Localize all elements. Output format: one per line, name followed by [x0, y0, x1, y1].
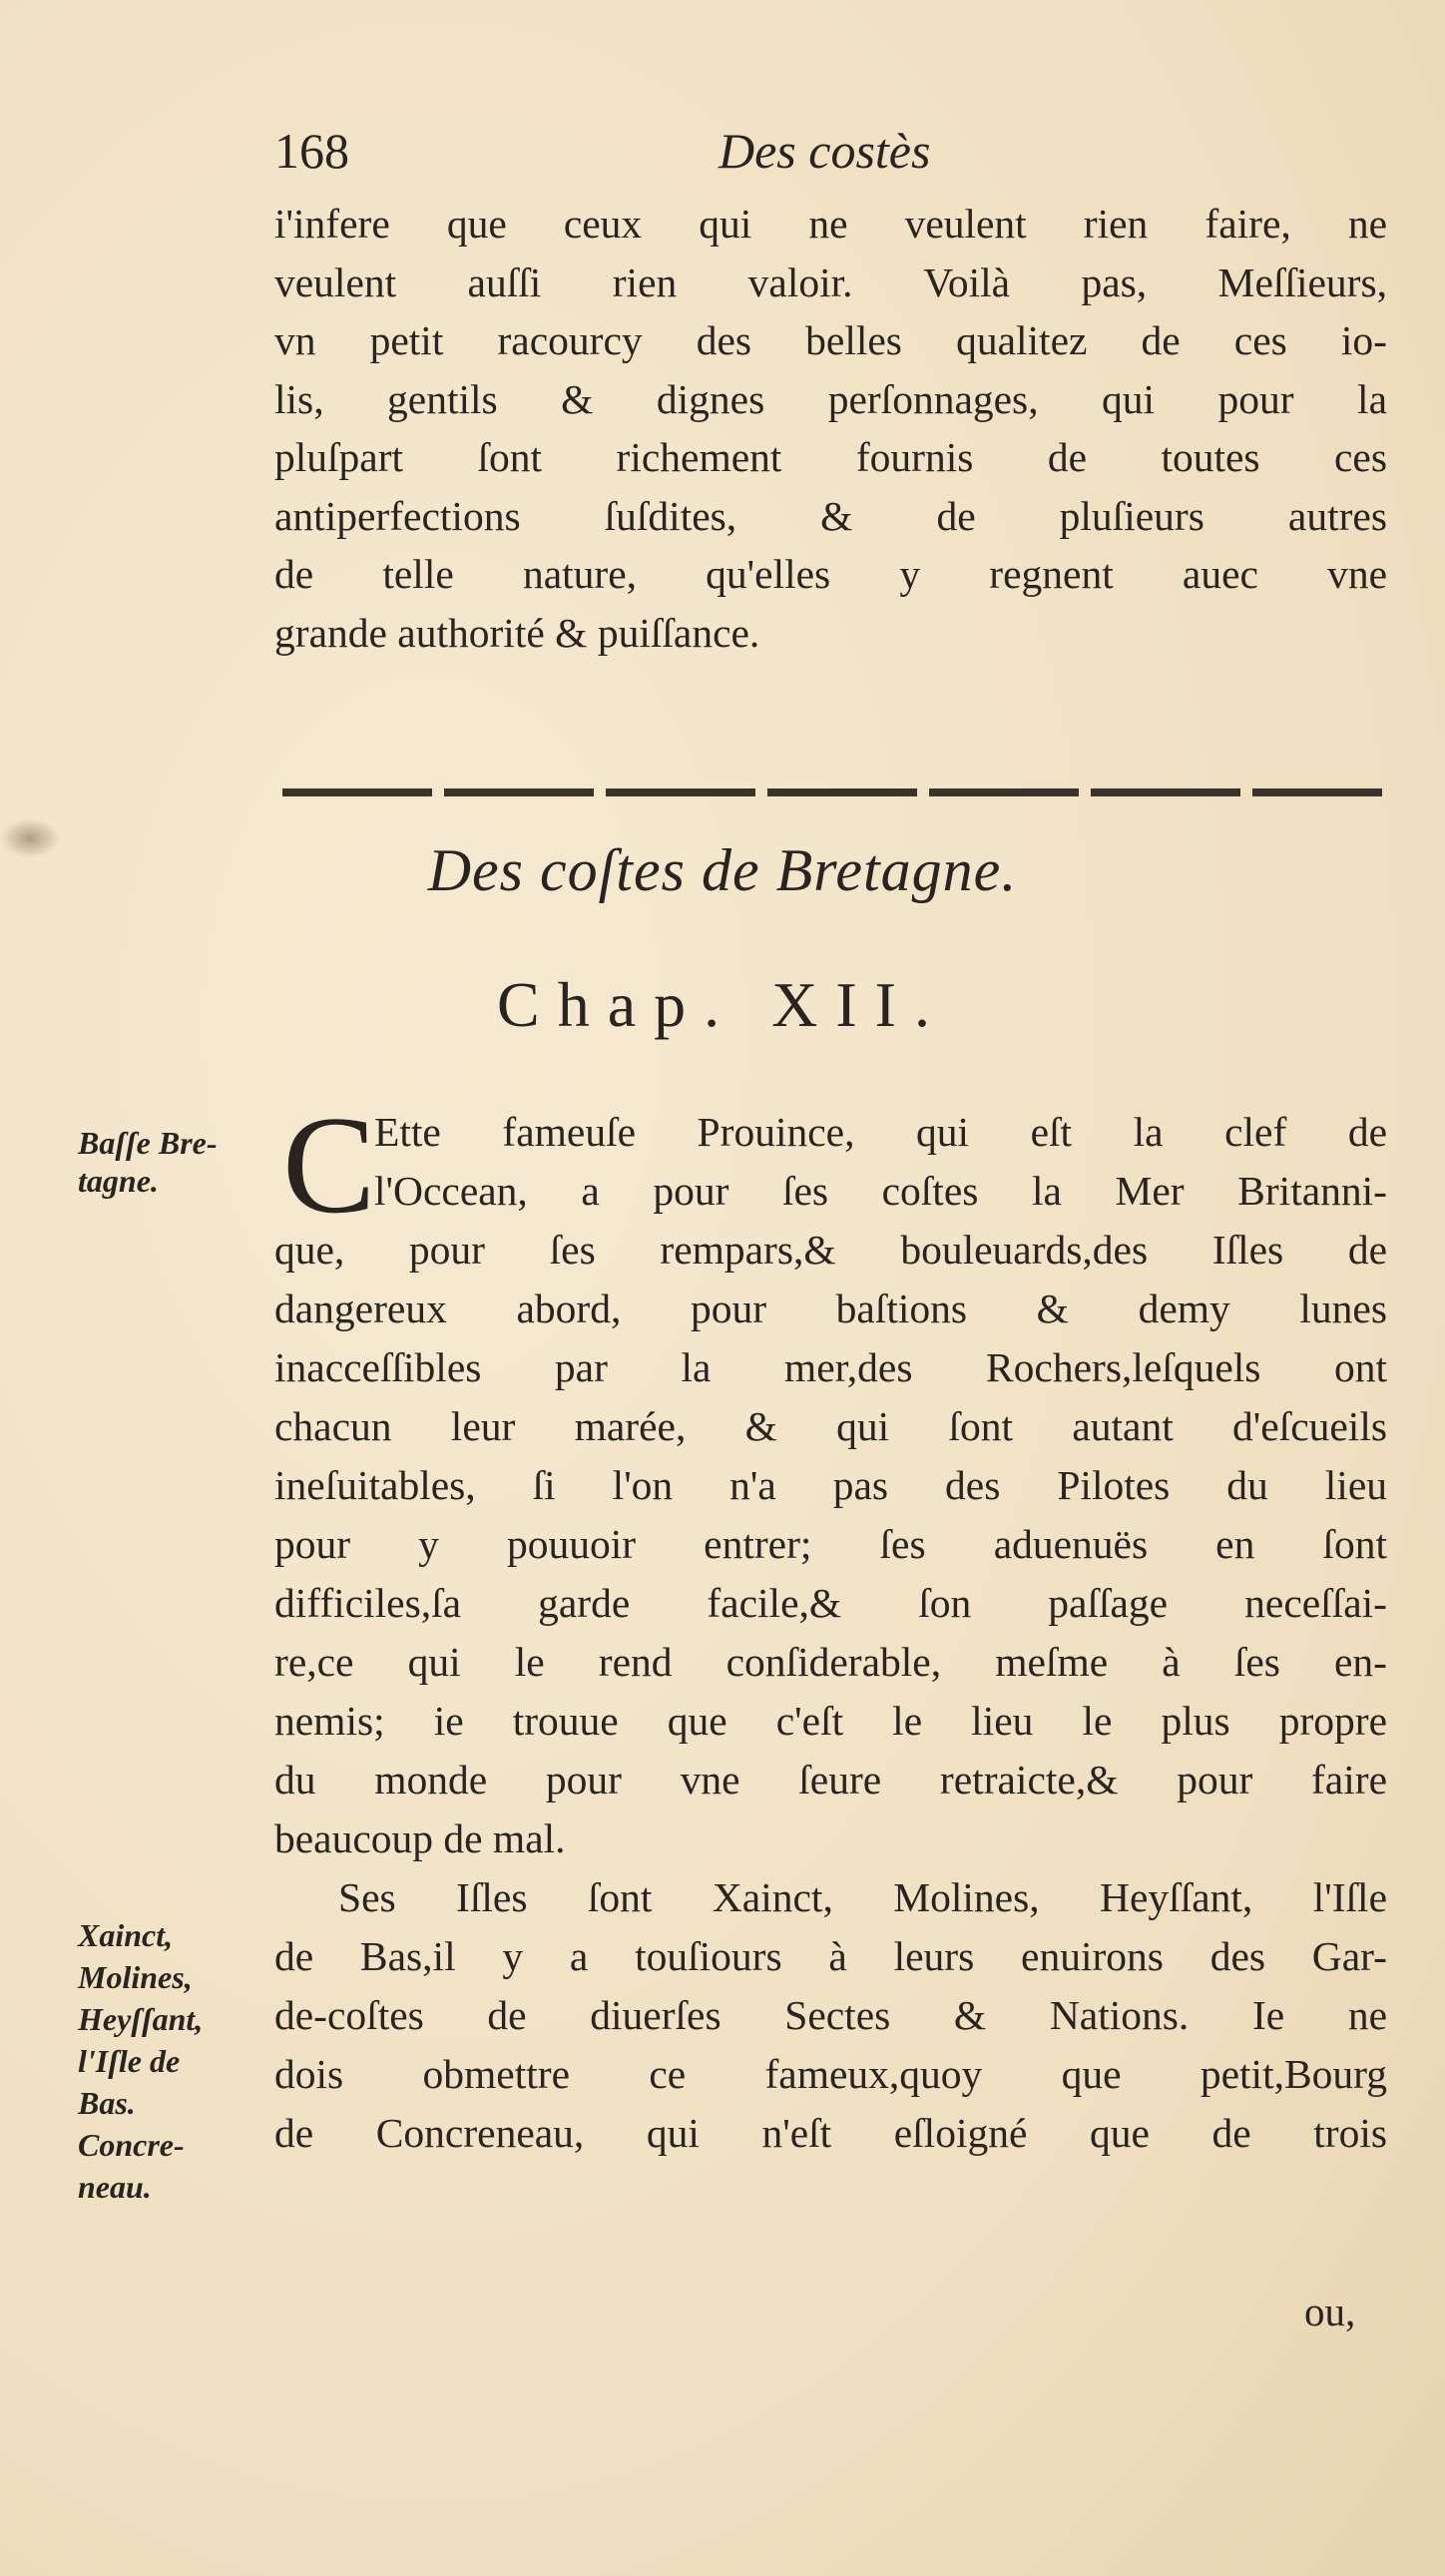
- text-line: de Concreneau, qui n'eſt eſloigné que de trois: [274, 2110, 1387, 2156]
- text-line: re,ce qui le rend conſiderable, meſme à ſes en-: [274, 1639, 1387, 1685]
- margin-note-line: Molines,: [78, 1959, 193, 1995]
- text-line: que, pour ſes rempars,& bouleuards,des Iſles de: [274, 1227, 1387, 1273]
- text-line: dangereux abord, pour baſtions & demy lunes: [274, 1286, 1387, 1331]
- margin-note-line: Xainct,: [78, 1917, 174, 1953]
- text-line: antiperfections ſuſdites, & de pluſieurs autres: [274, 492, 1387, 539]
- margin-note-basse-bretagne: [78, 1124, 218, 1200]
- margin-note-line: Bas.: [78, 2085, 136, 2121]
- margin-note-line: neau.: [78, 2169, 152, 2205]
- text-line: Ses Iſles ſont Xainct, Molines, Heyſſant, l'Iſle: [338, 1874, 1387, 1920]
- text-line: pluſpart ſont richement fournis de toutes ces: [274, 434, 1387, 480]
- margin-note-line: Heyſſant,: [78, 2001, 204, 2037]
- margin-note-line: Concre-: [78, 2127, 185, 2163]
- chapter-heading: Chap. XII.: [497, 969, 948, 1040]
- paragraph-2: [274, 1088, 1387, 2163]
- text-line: vn petit racourcy des belles qualitez de ces io-: [274, 317, 1387, 363]
- text-line: de Bas,il y a touſiours à leurs enuirons des Gar-: [274, 1933, 1387, 1979]
- running-head: Des costès: [719, 123, 931, 179]
- text-line: de telle nature, qu'elles y regnent auec vne: [274, 551, 1387, 597]
- catchword: ou,: [1304, 2289, 1356, 2334]
- margin-note-line: Baſſe Bre-: [78, 1125, 218, 1161]
- text-line: chacun leur marée, & qui ſont autant d'eſcueils: [274, 1403, 1387, 1449]
- text-line: l'Occean, a pour ſes coſtes la Mer Britanni-: [374, 1168, 1387, 1214]
- margin-note-line: l'Iſle de: [78, 2043, 181, 2079]
- text-line: difficiles,ſa garde facile,& ſon paſſage neceſſai-: [274, 1580, 1387, 1626]
- text-line: veulent auſſi rien valoir. Voilà pas, Meſſieurs,: [274, 258, 1387, 305]
- text-line: grande authorité & puiſſance.: [274, 609, 760, 656]
- text-line: beaucoup de mal.: [274, 1815, 566, 1861]
- text-line: lis, gentils & dignes perſonnages, qui pour la: [274, 375, 1387, 422]
- margin-note-isles: [78, 1914, 203, 2208]
- text-line: nemis; ie trouue que c'eſt le lieu le plus propre: [274, 1698, 1387, 1744]
- page-number: 168: [274, 123, 349, 179]
- paragraph-1: [274, 195, 1387, 662]
- drop-cap: C: [282, 1088, 376, 1243]
- text-line: ineſuitables, ſi l'on n'a pas des Pilotes du lieu: [274, 1462, 1387, 1508]
- text-line: dois obmettre ce fameux,quoy que petit,Bourg: [274, 2051, 1387, 2097]
- text-line: i'infere que ceux qui ne veulent rien faire, ne: [274, 201, 1387, 247]
- text-line: inacceſſibles par la mer,des Rochers,leſquels ont: [274, 1344, 1387, 1390]
- page-header: [274, 122, 1392, 192]
- text-line: du monde pour vne ſeure retraicte,& pour faire: [274, 1757, 1387, 1803]
- text-line: Ette fameuſe Prouince, qui eſt la clef de: [374, 1109, 1387, 1155]
- margin-note-line: tagne.: [78, 1163, 159, 1199]
- text-line: pour y pouuoir entrer; ſes aduenuës en ſont: [274, 1521, 1387, 1567]
- section-title: Des coſtes de Bretagne.: [427, 837, 1018, 903]
- text-line: de-coſtes de diuerſes Sectes & Nations. Ie ne: [274, 1992, 1387, 2038]
- ornamental-rule: [282, 788, 1382, 796]
